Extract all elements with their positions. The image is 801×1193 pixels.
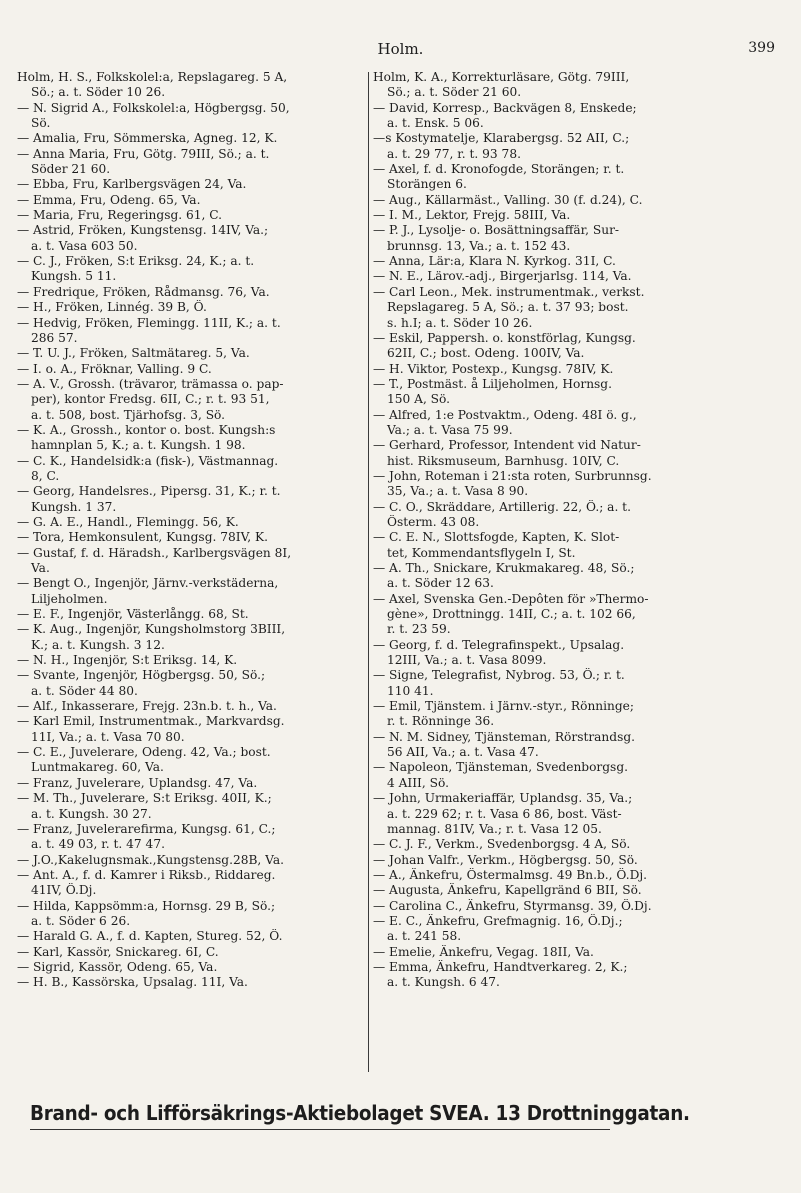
entry-line: — Aug., Källarmäst., Valling. 30 (f. d.24), C. bbox=[373, 192, 643, 207]
entry-line: Repslagareg. 5 A, Sö.; a. t. 37 93; bost. bbox=[387, 300, 629, 315]
entry-line: — Svante, Ingenjör, Högbergsg. 50, Sö.; bbox=[17, 668, 266, 683]
entry-line: — H. B., Kassörska, Upsalag. 11I, Va. bbox=[17, 975, 248, 990]
entry-line: — N. Sigrid A., Folkskolel:a, Högbergsg. 50, bbox=[17, 100, 290, 115]
entry-line: r. t. Rönninge 36. bbox=[387, 714, 495, 729]
entry-line: — Emma, Änkefru, Handtverkareg. 2, K.; bbox=[373, 959, 628, 974]
entry-line: a. t. Kungsh. 6 47. bbox=[387, 975, 500, 990]
entry-line: — Signe, Telegrafist, Nybrog. 53, Ö.; r. t. bbox=[373, 668, 625, 683]
entry-line: — Gustaf, f. d. Häradsh., Karlbergsvägen 8I, bbox=[17, 545, 292, 560]
entry-line: s. h.I; a. t. Söder 10 26. bbox=[387, 315, 533, 330]
entry-line: per), kontor Fredsg. 6II, C.; r. t. 93 51, bbox=[31, 392, 270, 407]
entry-line: — Alf., Inkasserare, Frejg. 23n.b. t. h., Va. bbox=[17, 699, 277, 714]
entry-line: — C. E. N., Slottsfogde, Kapten, K. Slot- bbox=[373, 530, 620, 545]
entry-line: Va.; a. t. Vasa 75 99. bbox=[387, 422, 513, 437]
entry-line: 4 AIII, Sö. bbox=[387, 775, 449, 790]
entry-line: — N. E., Lärov.-adj., Birgerjarlsg. 114, Va. bbox=[373, 269, 632, 284]
entry-line: — Fredrique, Fröken, Rådmansg. 76, Va. bbox=[17, 284, 270, 299]
entry-line: 8, C. bbox=[31, 468, 60, 483]
entry-line: — Carl Leon., Mek. instrumentmak., verkst. bbox=[373, 284, 645, 299]
entry-line: — Axel, Svenska Gen.-Depôten för »Thermo- bbox=[373, 591, 649, 606]
entry-line: — A., Änkefru, Östermalmsg. 49 Bn.b., Ö.Dj. bbox=[373, 867, 647, 882]
entry-line: — K. Aug., Ingenjör, Kungsholmstorg 3BIII, bbox=[17, 622, 286, 637]
entry-line: a. t. 229 62; r. t. Vasa 6 86, bost. Väst- bbox=[387, 806, 622, 821]
entry-line: — E. C., Änkefru, Grefmagnig. 16, Ö.Dj.; bbox=[373, 913, 623, 928]
entry-line: — Carolina C., Änkefru, Styrmansg. 39, Ö.Dj. bbox=[373, 898, 652, 913]
page-title: Holm. bbox=[377, 40, 424, 58]
entry-line: 62II, C.; bost. Odeng. 100IV, Va. bbox=[387, 346, 585, 361]
entry-line: — Axel, f. d. Kronofogde, Storängen; r. t. bbox=[373, 162, 625, 177]
entry-line: — Sigrid, Kassör, Odeng. 65, Va. bbox=[17, 959, 218, 974]
entry-line: — Augusta, Änkefru, Kapellgränd 6 BII, Sö. bbox=[373, 883, 642, 898]
entry-line: a. t. 29 77, r. t. 93 78. bbox=[387, 146, 521, 161]
entry-line: a. t. 49 03, r. t. 47 47. bbox=[31, 837, 165, 852]
entry-line: — M. Th., Juvelerare, S:t Eriksg. 40II, K.; bbox=[17, 791, 272, 806]
entry-line: brunnsg. 13, Va.; a. t. 152 43. bbox=[387, 238, 571, 253]
entry-line: 150 A, Sö. bbox=[387, 392, 451, 407]
entry-line: — Hedvig, Fröken, Flemingg. 11II, K.; a. t. bbox=[17, 315, 281, 330]
entry-line: Holm, H. S., Folkskolel:a, Repslagareg. 5 A, bbox=[17, 70, 288, 84]
entry-line: — H. Viktor, Postexp., Kungsg. 78IV, K. bbox=[373, 361, 614, 376]
entry-line: — T., Postmäst. å Liljeholmen, Hornsg. bbox=[373, 376, 612, 391]
entry-line: — Napoleon, Tjänsteman, Svedenborgsg. bbox=[373, 760, 628, 775]
entry-line: a. t. Kungsh. 30 27. bbox=[31, 806, 152, 821]
entry-line: — Anna, Lär:a, Klara N. Kyrkog. 31I, C. bbox=[373, 254, 616, 269]
entry-line: Kungsh. 5 11. bbox=[31, 269, 117, 284]
entry-line: Va. bbox=[31, 561, 50, 575]
page-header bbox=[0, 40, 801, 66]
entry-line: — Hilda, Kappsömm:a, Hornsg. 29 B, Sö.; bbox=[17, 898, 276, 913]
entry-line: — G. A. E., Handl., Flemingg. 56, K. bbox=[17, 514, 239, 529]
entry-line: — J.O.,Kakelugnsmak.,Kungstensg.28B, Va. bbox=[17, 852, 284, 867]
entry-line: 12III, Va.; a. t. Vasa 8099. bbox=[387, 653, 547, 668]
entry-line: Storängen 6. bbox=[387, 177, 467, 192]
entry-line: 110 41. bbox=[387, 683, 434, 698]
entry-line: — E. F., Ingenjör, Västerlångg. 68, St. bbox=[17, 607, 249, 622]
entry-line: — C. J. F., Verkm., Svedenborgsg. 4 A, Sö. bbox=[373, 837, 631, 852]
entry-line: — I. o. A., Fröknar, Valling. 9 C. bbox=[17, 361, 212, 376]
entry-line: — Karl Emil, Instrumentmak., Markvardsg. bbox=[17, 714, 285, 729]
right-column bbox=[373, 70, 765, 991]
entry-line: a. t. Söder 44 80. bbox=[31, 683, 138, 698]
entry-line: Sö.; a. t. Söder 21 60. bbox=[387, 85, 522, 100]
entry-line: — Emil, Tjänstem. i Järnv.-styr., Rönninge; bbox=[373, 699, 635, 714]
entry-line: a. t. Ensk. 5 06. bbox=[387, 116, 484, 131]
entry-line: — Georg, Handelsres., Pipersg. 31, K.; r. t. bbox=[17, 484, 281, 499]
entry-line: — Anna Maria, Fru, Götg. 79III, Sö.; a. t. bbox=[17, 146, 270, 161]
entry-line: — Amalia, Fru, Sömmerska, Agneg. 12, K. bbox=[17, 131, 278, 146]
entry-line: — N. M. Sidney, Tjänsteman, Rörstrandsg. bbox=[373, 729, 636, 744]
entry-line: Luntmakareg. 60, Va. bbox=[31, 760, 164, 775]
entry-line: 35, Va.; a. t. Vasa 8 90. bbox=[387, 484, 529, 499]
entry-line: — Tora, Hemkonsulent, Kungsg. 78IV, K. bbox=[17, 530, 268, 545]
entry-line: — Franz, Juvelerarefirma, Kungsg. 61, C.; bbox=[17, 821, 276, 836]
entry-line: — David, Korresp., Backvägen 8, Enskede; bbox=[373, 100, 637, 115]
entry-line: — John, Roteman i 21:sta roten, Surbrunnsg. bbox=[373, 468, 652, 483]
entry-line: — C. E., Juvelerare, Odeng. 42, Va.; bost. bbox=[17, 745, 271, 760]
entry-line: — Franz, Juvelerare, Uplandsg. 47, Va. bbox=[17, 775, 258, 790]
entry-line: — Astrid, Fröken, Kungstensg. 14IV, Va.; bbox=[17, 223, 269, 238]
entry-line: K.; a. t. Kungsh. 3 12. bbox=[31, 637, 165, 652]
entry-line: — Emelie, Änkefru, Vegag. 18II, Va. bbox=[373, 944, 594, 959]
entry-line: — A. Th., Snickare, Krukmakareg. 48, Sö.; bbox=[373, 561, 635, 575]
entry-line: — A. V., Grossh. (trävaror, trämassa o. pap- bbox=[17, 376, 284, 391]
entry-line: — Emma, Fru, Odeng. 65, Va. bbox=[17, 192, 201, 207]
entry-line: 286 57. bbox=[31, 330, 78, 345]
entry-line: Sö. bbox=[31, 116, 51, 131]
entry-line: — C. K., Handelsidk:a (fisk-), Västmannag. bbox=[17, 453, 279, 468]
entry-line: — N. H., Ingenjör, S:t Eriksg. 14, K. bbox=[17, 653, 238, 668]
entry-line: Sö.; a. t. Söder 10 26. bbox=[31, 85, 166, 100]
entry-line: tet, Kommendantsflygeln I, St. bbox=[387, 545, 576, 560]
entry-line: 11I, Va.; a. t. Vasa 70 80. bbox=[31, 729, 185, 744]
entry-line: — H., Fröken, Linnég. 39 B, Ö. bbox=[17, 300, 207, 315]
entry-line: — John, Urmakeriaffär, Uplandsg. 35, Va.; bbox=[373, 791, 633, 806]
entry-line: gène», Drottningg. 14II, C.; a. t. 102 66, bbox=[387, 607, 636, 622]
entry-line: — P. J., Lysolje- o. Bosättningsaffär, Sur- bbox=[373, 223, 620, 238]
entry-line: hist. Riksmuseum, Barnhusg. 10IV, C. bbox=[387, 453, 620, 468]
footer-advertisement: Brand- och Lifförsäkrings-Aktiebolaget SVEA. 13 Drottninggatan. bbox=[30, 1101, 690, 1125]
entry-line: —s Kostymatelje, Klarabergsg. 52 AII, C.; bbox=[373, 131, 630, 146]
entry-line: — Alfred, 1:e Postvaktm., Odeng. 48I ö. g., bbox=[373, 407, 637, 422]
entry-line: — Georg, f. d. Telegrafinspekt., Upsalag. bbox=[373, 637, 625, 652]
entry-line: Österm. 43 08. bbox=[387, 514, 480, 529]
entry-line: mannag. 81IV, Va.; r. t. Vasa 12 05. bbox=[387, 821, 602, 836]
entry-line: a. t. Söder 12 63. bbox=[387, 576, 494, 591]
entry-line: Söder 21 60. bbox=[31, 162, 111, 177]
entry-line: — I. M., Lektor, Frejg. 58III, Va. bbox=[373, 208, 571, 223]
entry-line: Holm, K. A., Korrekturläsare, Götg. 79III, bbox=[373, 70, 630, 84]
left-column bbox=[17, 70, 369, 991]
entry-line: 56 AII, Va.; a. t. Vasa 47. bbox=[387, 745, 539, 760]
entry-line: — K. A., Grossh., kontor o. bost. Kungsh:s bbox=[17, 422, 276, 437]
entry-line: a. t. 508, bost. Tjärhofsg. 3, Sö. bbox=[31, 407, 226, 422]
entry-line: — C. O., Skräddare, Artillerig. 22, Ö.; a. t. bbox=[373, 499, 631, 514]
entry-line: — Gerhard, Professor, Intendent vid Natur- bbox=[373, 438, 641, 453]
entry-line: a. t. 241 58. bbox=[387, 929, 462, 944]
entry-line: — T. U. J., Fröken, Saltmätareg. 5, Va. bbox=[17, 346, 250, 361]
entry-line: a. t. Söder 6 26. bbox=[31, 913, 131, 928]
footer-rule bbox=[30, 1129, 610, 1130]
entry-line: Liljeholmen. bbox=[31, 591, 108, 606]
entry-line: — Maria, Fru, Regeringsg. 61, C. bbox=[17, 208, 223, 223]
entry-line: — Karl, Kassör, Snickareg. 6I, C. bbox=[17, 944, 219, 959]
entry-line: a. t. Vasa 603 50. bbox=[31, 238, 138, 253]
entry-line: — Ebba, Fru, Karlbergsvägen 24, Va. bbox=[17, 177, 247, 192]
entry-line: — Ant. A., f. d. Kamrer i Riksb., Riddareg. bbox=[17, 867, 276, 882]
page-number: 399 bbox=[748, 40, 775, 56]
entry-line: — Harald G. A., f. d. Kapten, Stureg. 52, Ö. bbox=[17, 929, 283, 944]
entry-line: hamnplan 5, K.; a. t. Kungsh. 1 98. bbox=[31, 438, 246, 453]
column-divider bbox=[368, 72, 369, 1072]
entry-line: r. t. 23 59. bbox=[387, 622, 451, 637]
entry-line: Kungsh. 1 37. bbox=[31, 499, 117, 514]
entry-line: 41IV, Ö.Dj. bbox=[31, 883, 97, 898]
entry-line: — Bengt O., Ingenjör, Järnv.-verkstäderna, bbox=[17, 576, 279, 591]
entry-line: — Eskil, Pappersh. o. konstförlag, Kungsg. bbox=[373, 330, 636, 345]
entry-line: — Johan Valfr., Verkm., Högbergsg. 50, Sö. bbox=[373, 852, 638, 867]
entry-line: — C. J., Fröken, S:t Eriksg. 24, K.; a. t. bbox=[17, 254, 255, 269]
